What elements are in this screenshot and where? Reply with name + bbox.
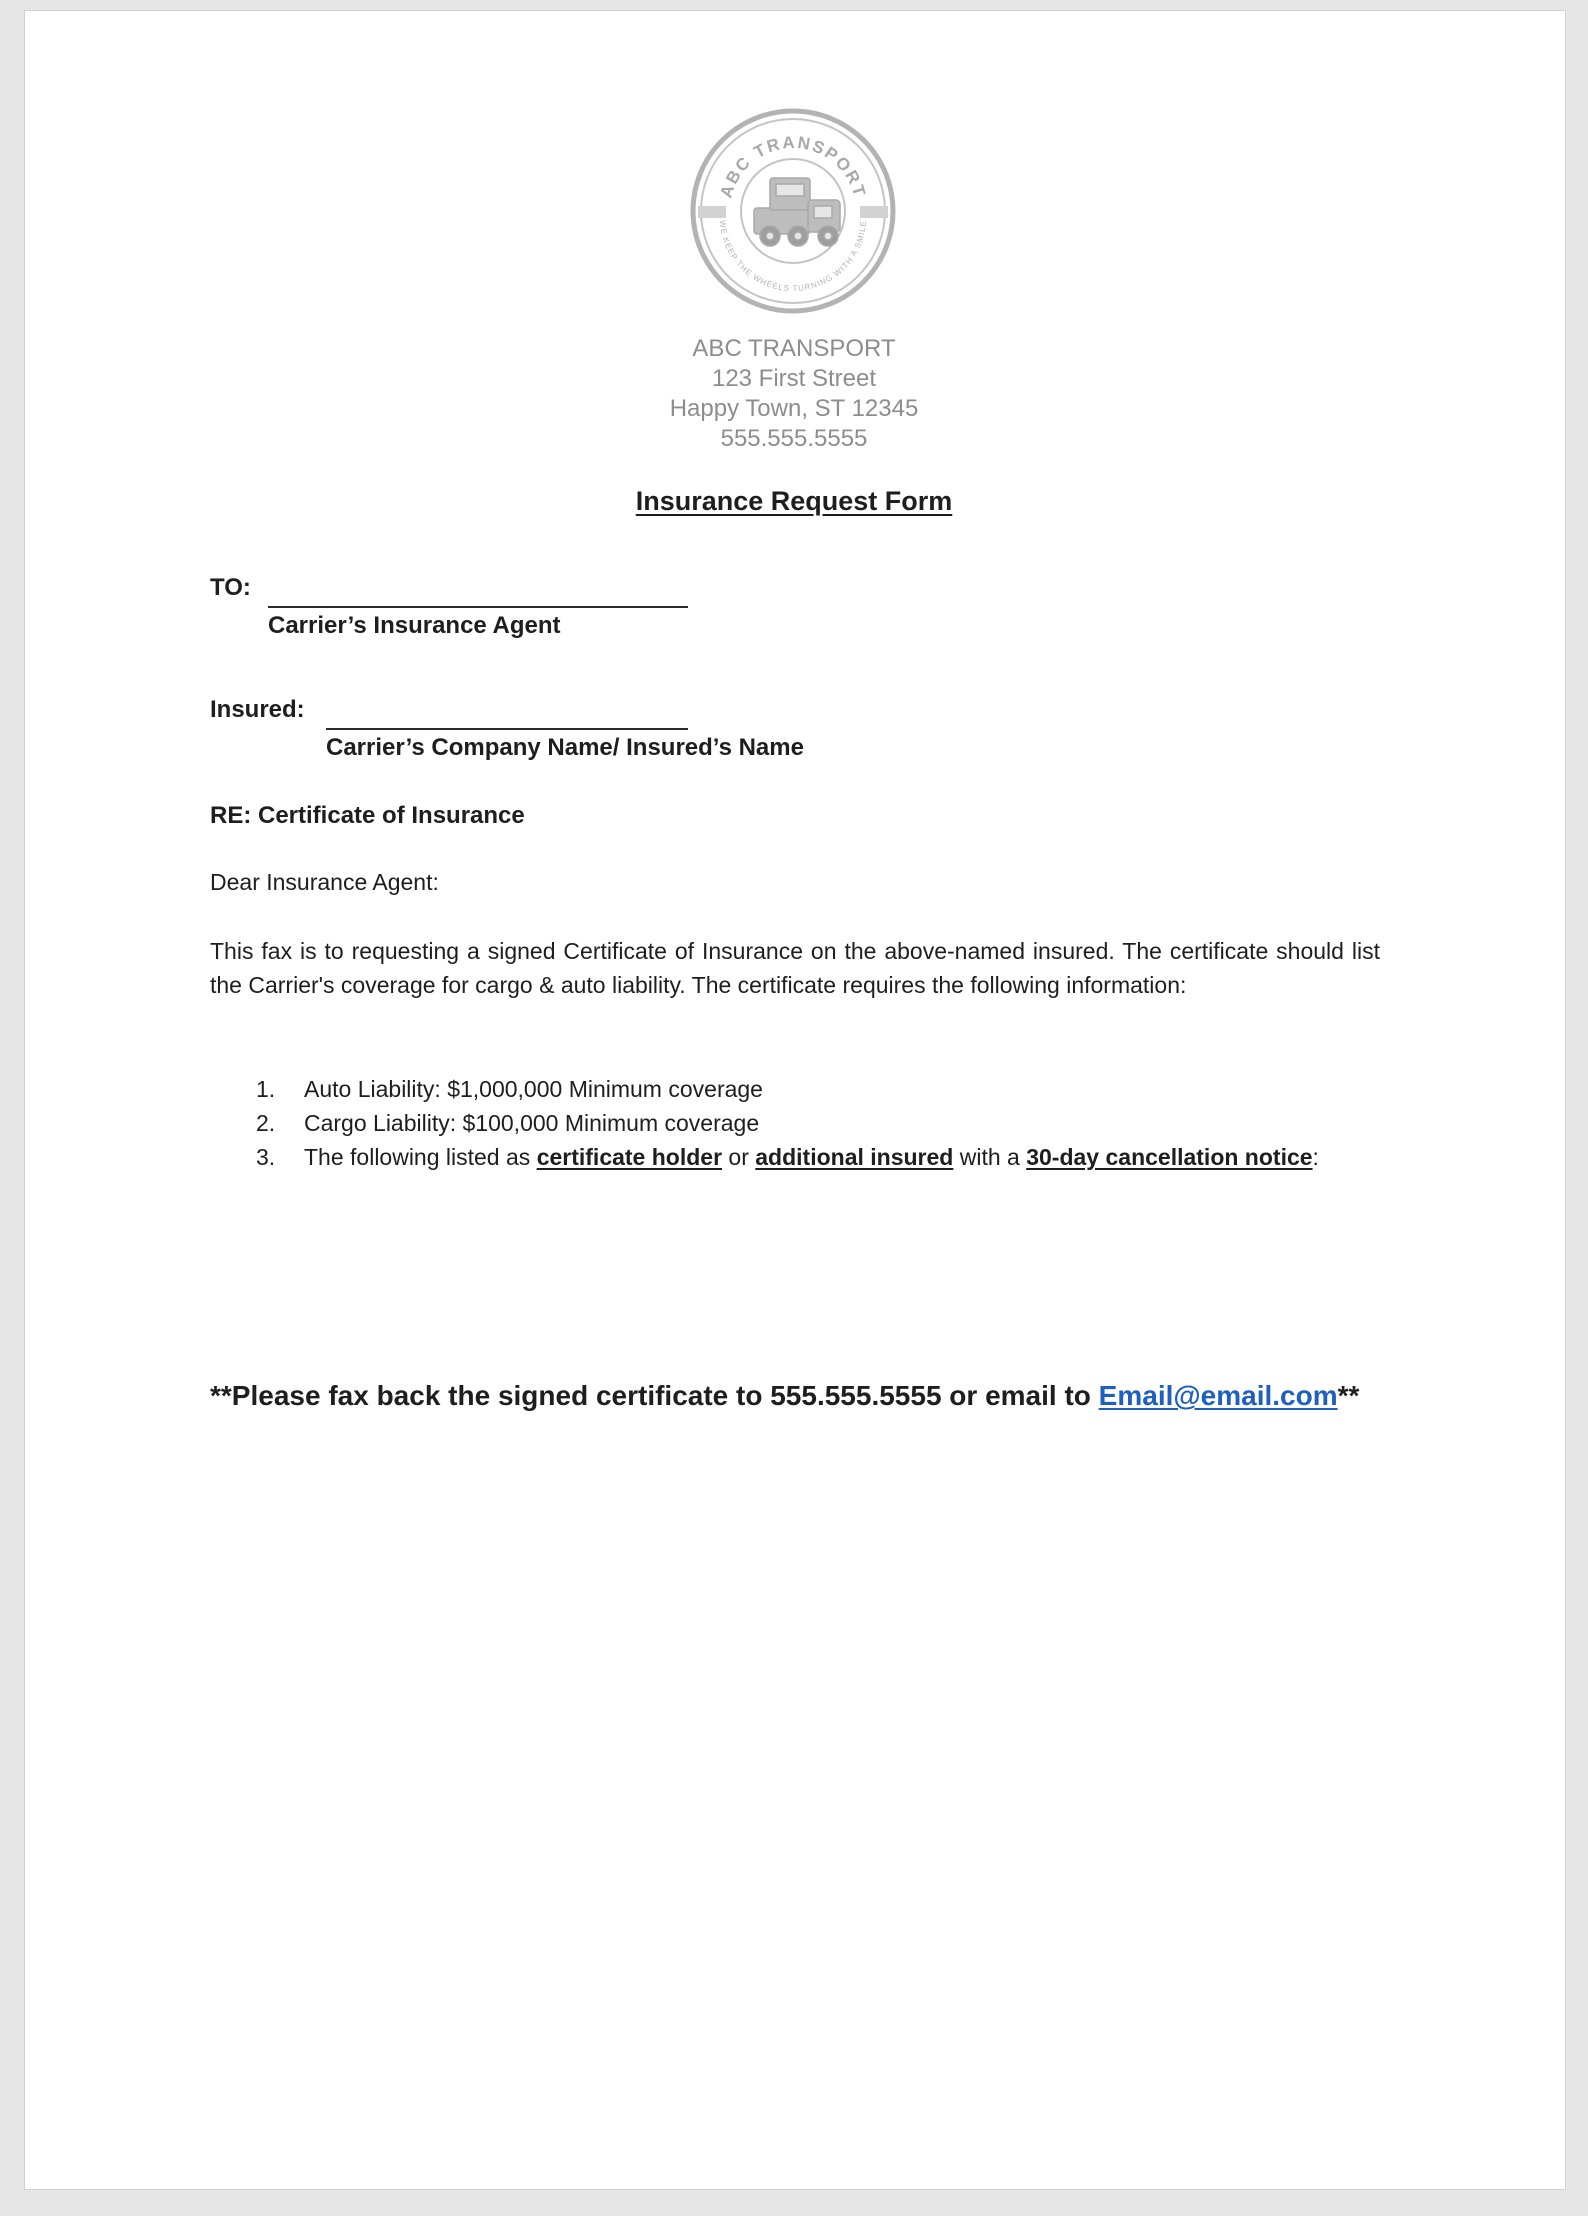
salutation: Dear Insurance Agent: [210, 869, 439, 895]
list-item-text: Cargo Liability: $100,000 Minimum coverage [304, 1110, 760, 1136]
list-item [210, 1106, 1380, 1140]
list-item-text: with a [953, 1144, 1027, 1170]
list-item-number: 3. [256, 1144, 276, 1170]
cancellation-notice-term: 30-day cancellation notice [1026, 1144, 1313, 1170]
insured-label: Insured: [210, 696, 305, 723]
list-item-text: or [722, 1144, 756, 1170]
insured-signature-line[interactable] [326, 728, 688, 730]
body-paragraph: This fax is to requesting a signed Certificate of Insurance on the above-named insured. The certificate should list the Carrier's coverage for cargo & auto liability. The certificate requires the following information: [210, 938, 1380, 998]
to-label: TO: [210, 574, 251, 601]
list-item-text: The following listed as [304, 1144, 537, 1170]
list-item-text: : [1312, 1144, 1319, 1170]
list-item [210, 1072, 1380, 1106]
company-logo [690, 108, 896, 314]
to-sublabel: Carrier’s Insurance Agent [268, 612, 561, 639]
list-item-number: 2. [256, 1110, 276, 1136]
letterhead-city: Happy Town, ST 12345 [669, 395, 919, 422]
to-signature-line[interactable] [268, 606, 688, 608]
list-item-text: Auto Liability: $1,000,000 Minimum coverage [304, 1076, 763, 1102]
letterhead-phone: 555.555.5555 [720, 425, 868, 452]
footer-suffix: ** [1337, 1380, 1360, 1411]
letterhead-street: 123 First Street [711, 365, 877, 392]
insured-sublabel: Carrier’s Company Name/ Insured’s Name [326, 734, 804, 761]
additional-insured-term: additional insured [755, 1144, 954, 1170]
logo-text-bottom: WE KEEP THE WHEELS TURNING WITH A SMILE [717, 219, 869, 294]
fax-back-instruction [210, 1380, 1380, 1412]
page-title: Insurance Request Form [635, 486, 953, 516]
requirements-list [210, 1072, 1380, 1174]
email-link[interactable]: Email@email.com [1098, 1380, 1338, 1411]
logo-text-top: ABC TRANSPORT [716, 132, 870, 201]
list-item-number: 1. [256, 1076, 276, 1102]
certificate-holder-term: certificate holder [536, 1144, 723, 1170]
re-line: RE: Certificate of Insurance [210, 802, 525, 829]
letterhead-company: ABC TRANSPORT [692, 335, 896, 362]
list-item [210, 1140, 1380, 1174]
footer-prefix: **Please fax back the signed certificate to 555.555.5555 or email to [210, 1380, 1099, 1411]
